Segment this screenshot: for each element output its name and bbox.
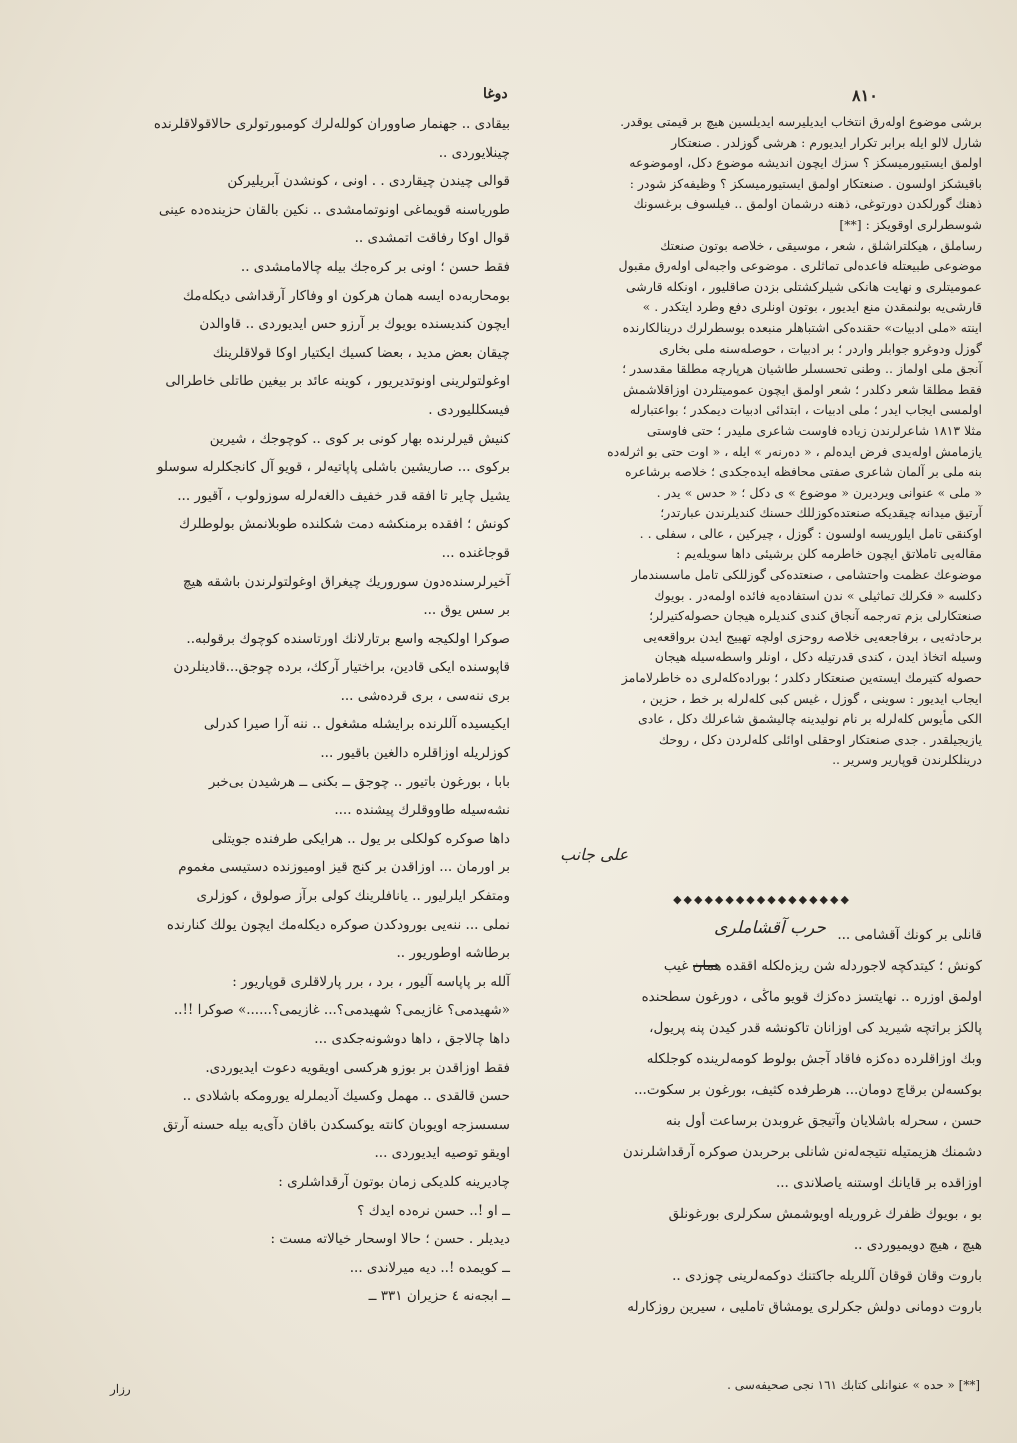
text-line: عمومیتلری و نهایت هانکی شیلرکشتلی بزدن صاقلیور ، اونکلە قارشی xyxy=(625,278,982,294)
text-line: بری ننەسی ، بری قردەشی ... xyxy=(340,687,510,704)
text-line: سسسزجە اویوبان کانتە یوکسکدن باقان دآی‌یە بیلە حسنە آرتق xyxy=(162,1116,510,1133)
text-line: باقیشکز اولسون . صنعتکار اولمق ایستیورمیسکز ؟ وظیفەکز شودر : xyxy=(629,175,982,191)
text-line: ومتفکر ایلرلیور .. یانافلرینك کولی برآز صولوق ، کوزلری xyxy=(196,888,510,905)
running-title: دوغا xyxy=(483,86,508,102)
text-line: چادیرینە کلدیکی زمان بوتون آرقداشلری : xyxy=(278,1173,510,1190)
text-line: «شهیدمی؟ غازیمی؟ شهیدمی؟... غازیمی؟......» صوکرا !!.. xyxy=(173,1002,510,1019)
text-line: باروت دومانی دولش جکرلری یومشاق تاملیی ، سیرین روزکارلە xyxy=(627,1299,982,1315)
text-line: طوریاسنە قویماغی اونوتمامشدی .. نکین بالقان حزیندەدە عینی xyxy=(158,201,510,218)
text-line: آرتیق میدانە چیقدیکە صنعتدەکوزللك حسنك کندیلرندن عبارتدر؛ xyxy=(660,505,982,521)
section-title: حرب آقشاملری xyxy=(714,918,826,938)
text-line: ایکیسیدە آللرندە برایشلە مشغول .. ننە آرا صیرا کدرلی xyxy=(203,716,510,733)
text-line: بو ، بویوك ظفرك غروریلە اویوشمش سکرلری بورغونلق xyxy=(668,1206,982,1222)
right-column-lower xyxy=(542,920,982,1323)
text-line: ــ او !.. حسن نرەدە ایدك ؟ xyxy=(357,1202,510,1219)
text-line: ایجاب ایدیور : سوینی ، گوزل ، غیس کبی کلەلرلە بر خط ، حزین ، xyxy=(641,690,982,706)
text-line: بابا ، بورغون باتیور .. چوجق ــ بکنی ــ هرشیدن بی‌خبر xyxy=(208,773,510,790)
text-line: یازمامش اولەیدی فرض ایدەلم ، « دەرنەر » ایلە ، « اوت حتی بو اثرلەدە xyxy=(607,443,982,459)
text-line: آخیرلرسندەدون سوروریك چیغراق اوغولتولرندن باشقە هیچ xyxy=(182,573,510,590)
text-line: بومحاربەدە ایسە همان هرکون او وفاکار آرقداشی دیکلەمك xyxy=(182,287,510,304)
text-line: ــ کویمدە !.. دیە میرلاندی ... xyxy=(349,1259,510,1276)
text-line: دیدیلر . حسن ؛ حالا اوسحار خیالاتە مست : xyxy=(270,1231,510,1248)
text-line: صوکرا اولکیجە واسع برتارلانك اورتاسندە کوچوك برقولبە.. xyxy=(186,630,510,647)
text-line: بنە ملی بر آلمان شاعری صفتی محافظە ایدەجکدی ؛ خلاصە برشاعرە xyxy=(625,464,982,480)
text-line: برطاشە اوطوریور .. xyxy=(396,945,510,962)
text-line: حصولە کتیرمك ایستەین صنعتکار دکلدر ؛ بورادەکلەلری دە خاطرلامامز xyxy=(621,670,982,686)
text-line: اوزاقدە بر قایانك اوستنە یاصلاندی ... xyxy=(775,1175,982,1191)
text-line: باروت وقان قوقان آللریلە جاکتنك دوکمەلرینی چوزدی .. xyxy=(672,1268,982,1284)
text-line: مثلا ۱۸۱۳ شاعرلرندن زیادە فاوست شاعری ملیدر ؛ حتی فاوستی xyxy=(646,422,982,438)
text-line: دشمنك هزیمتیلە نتیجەلەنن شانلی برحربدن صوکرە آرقداشلرندن xyxy=(622,1144,982,1160)
text-line: اولمسی ایجاب ایدر ؛ ملی ادبیات ، ابتدائی ادبیات دیمکدر ؛ بواعتبارلە xyxy=(629,402,982,418)
text-line: وبك اوزاقلردە دەکزە فاقاد آجش بولوط کومەلریندە کوجلکلە xyxy=(646,1051,982,1067)
text-line: دکلسە « فکرلك تماثیلی » ندن استفادەیە فائدە اولمەدر . بویوك xyxy=(654,587,982,603)
text-line: آللە بر پاپاسە آلیور ، برد ، برر پارلاقلری قوپاریور : xyxy=(232,973,510,990)
author-signature: علی جانب xyxy=(560,845,629,864)
text-line: بیقادی .. جهنمار صاووران کوللەلرك کومبورتولری حالاقولاقلرندە xyxy=(153,116,510,132)
text-line: کنیش قیرلرندە بهار کونی بر کوی .. کوچوجك ، شیرین xyxy=(209,430,510,447)
text-line: پالکز براتچە شیرید کی اوزانان تاکونشە قدر کیدن پنە پریول، xyxy=(649,1020,982,1036)
text-line: چینلایوردی .. xyxy=(438,144,510,161)
text-line: بوکسەلن برقاچ دومان... هرطرفدە کثیف، بورغون بر سکوت... xyxy=(633,1082,982,1098)
text-line: فیسکللیوردی . xyxy=(428,401,510,418)
text-line: اویقو توصیە ایدیوردی ... xyxy=(374,1145,510,1162)
text-line: ایچون کندیسندە بویوك بر آرزو حس ایدیوردی .. قاوالدن xyxy=(199,316,510,333)
text-line: وسیلە اتخاذ ایدن ، کندی قدرتیلە دکل ، اونلر واسطەسیلە هیجان xyxy=(654,649,982,665)
text-line: ــ ابجەنە ٤ حزیران ٣٣١ ــ xyxy=(368,1288,510,1305)
text-line: برحادثەیی ، برفاجعەیی خلاصە روحزی اولچە تهییج ایدن برواقعەیی xyxy=(642,628,982,644)
text-line: قوال اوکا رفاقت اتمشدی .. xyxy=(354,230,510,247)
left-column xyxy=(108,110,510,1311)
text-line: الکی مأیوس کلەلرلە بر نام نولیدینە چالیشمق شاعرلك دکل ، عادی xyxy=(637,711,982,727)
text-line: اوکنقی تامل ایلوریسە اولسون : گوزل ، چیرکین ، عالی ، سفلی . . xyxy=(639,525,982,541)
text-line: داها چالاجق ، داها دوشونەجکدی ... xyxy=(314,1031,510,1047)
text-line: فقط اوزاقدن بر بوزو هرکسی اویقویە دعوت ایدیوردی. xyxy=(205,1059,510,1076)
text-line: چیقان بعض مدید ، بعضا کسیك ایکتیار اوکا قولاقلرینك xyxy=(212,344,510,361)
text-line: کونش ؛ افقدە برمنکشە دمت شکلندە طوبلانمش بولوطلرك xyxy=(178,516,510,533)
text-line: شارل لالو ایلە برابر تکرار ایدیورم : هرشی گوزلدر . صنعتکار xyxy=(671,134,982,150)
text-line: داها صوکرە کولکلی بر یول .. هرایکی طرفندە جویتلی xyxy=(211,830,510,847)
text-line: اولمق اوزرە .. نهایتسز دەکزك قویو ماڭی ، دورغون سطحندە xyxy=(641,989,982,1005)
text-line: گوزل ودوغرو جوابلر واردر ؛ بر ادبیات ، حوصلەسنە ملی بخاری xyxy=(659,340,982,356)
text-line: آنجق ملی اولماز .. وطنی تحسسلر طاشیان هرپارچە مطلقا مقدسدر ؛ xyxy=(622,361,982,377)
text-line: برکوی ... صاریشین باشلی پاپاتیەلر ، قویو آل کانجکلرلە سوسلو xyxy=(156,459,510,476)
text-line: قاپوسندە ایکی قادین، براختیار آرکك، بردە چوجق...قادینلردن xyxy=(173,659,510,676)
text-line: یشیل چایر تا افقە قدر خفیف دالغەلرلە سوزولوب ، آقیور ... xyxy=(177,487,510,504)
text-line: « ملی » عنوانی ویردیرن « موضوع » ی دکل ؛ « حدس » یدر . xyxy=(656,484,982,500)
text-line: بر سس یوق ... xyxy=(423,602,510,619)
text-line: حسن قالقدی .. مهمل وکسیك آدیملرلە یورومکە باشلادی .. xyxy=(182,1088,510,1105)
text-line: قارشی‌یە بولنمقدن منع ایدیور ، بوتون اونلری دفع وطرد ایتکدر . » xyxy=(642,299,982,315)
text-line: مقالەیی تاملاتق ایچون خاطرمە کلن برشیئی داها سویلەیم : xyxy=(676,546,982,562)
text-line: درینلکلرندن قوپاریر وسریر .. xyxy=(832,752,982,768)
text-line: ذهنك گورلکدن دورتوغی، ذهنە درشمان اولمق .. فیلسوف برغسونك xyxy=(633,196,982,212)
text-line: حسن ، سحرلە باشلایان وآتیجق غروبدن برساعت أول بنە xyxy=(665,1113,982,1129)
ornament-divider: ◆◆◆◆◆◆◆◆◆◆◆◆◆◆◆◆◆ xyxy=(673,893,851,906)
text-line: اینتە «ملی ادبیات» حقندەکی اشتباهلر منبعدە بوسطرلرك درینالکارندە xyxy=(622,319,982,335)
text-line: نملی ... ننەیی بورودکدن صوکرە دیکلەمك ایچون یولك کنارندە xyxy=(166,916,510,933)
text-line: برشی موضوع اولەرق انتخاب ایدیلیرسە ایدیلسین هیچ بر قیمتی یوقدر. xyxy=(620,114,982,129)
text-line: هیچ ، هیچ دویمیوردی .. xyxy=(853,1237,982,1253)
text-line: اوغولتولرینی اونوتدیریور ، کوینە عائد بر بیغین طاتلی خاطرالی xyxy=(165,373,510,390)
text-line: یازیجیلقدر . جدی صنعتکار اوحقلی اوائلی کلەلردن دکل ، روحك xyxy=(658,731,982,747)
text-line: موضوعی طبیعتلە فاعدەلی تماثلری . موضوعی واجبەلی اولەرق مقبول xyxy=(618,258,982,274)
text-line: کونش ؛ کیتدکچە لاجوردلە شن ریزەلکلە اققدە همان غیب xyxy=(663,958,982,974)
printer-mark: رزار xyxy=(110,1382,131,1396)
text-line: قوجاغندە ... xyxy=(441,544,510,561)
text-line: کوزلریلە اوزاقلرە دالغین باقیور ... xyxy=(320,745,510,762)
text-line: شوسطرلری اوقویکز : [**] xyxy=(839,216,982,232)
text-line: بر اورمان ... اوزاقدن بر کنج قیز اومیوزندە دستیسی مغموم xyxy=(178,859,510,876)
text-line: اولمق ایستیورمیسکز ؟ سزك ایچون اندیشە موضوع دکل، اوموضوعە xyxy=(629,155,982,171)
text-line: صنعتکارلی بزم تەرجمە آنجاق کندی کندیلرە هیجان حصولەکتیرلر؛ xyxy=(649,608,982,624)
text-line: فقط حسن ؛ اونی بر کرەجك بیلە چالامامشدی .. xyxy=(240,258,510,275)
text-line: نشەسیلە طاووقلرك پیشندە .... xyxy=(334,802,510,819)
right-column-upper xyxy=(542,112,982,771)
footnote: [**] « حدە » عنوانلی کتابك ١٦١ نجی صحیفەسی . xyxy=(727,1378,980,1392)
page-number: ۸۱۰ xyxy=(852,86,878,105)
text-line: قانلی بر کونك آقشامی ... xyxy=(837,927,982,943)
text-line: فقط مطلقا شعر دکلدر ؛ شعر اولمق ایچون عمومیتلردن اوزاقلاشمش xyxy=(622,381,982,397)
text-line: قوالی چیندن چیقاردی . . اونی ، کونشدن آبریلیرکن xyxy=(227,173,510,190)
text-line: رساملق ، هیکلتراشلق ، شعر ، موسیقی ، خلاصە بوتون صنعتك xyxy=(660,237,982,253)
text-line: موضوعك عظمت واحتشامی ، صنعتدەکی گوزللکی تامل ماسسندمار xyxy=(631,567,982,583)
